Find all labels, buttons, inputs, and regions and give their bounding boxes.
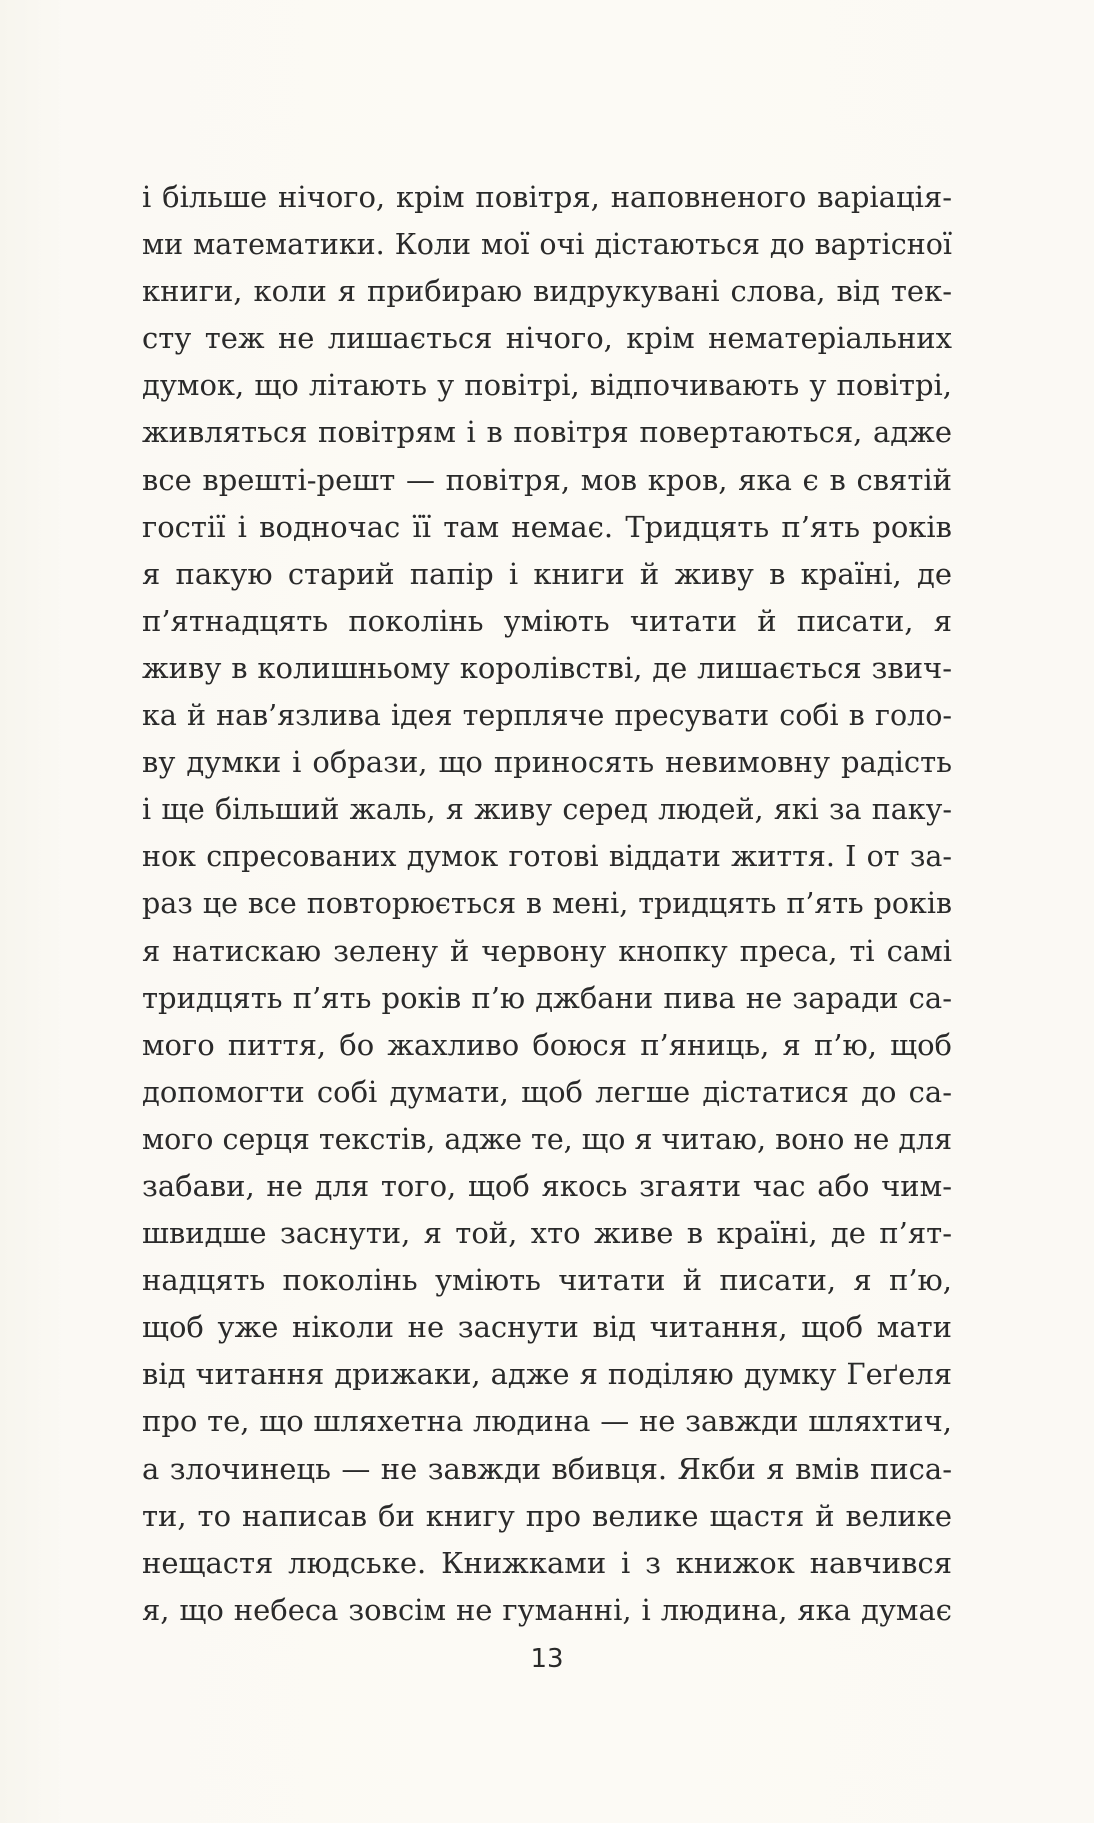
page-number: 13 xyxy=(530,1644,564,1674)
text-line: я натискаю зелену й червону кнопку преса, ті самі xyxy=(142,933,952,968)
text-line: ми математики. Коли мої очі дістаються до вартісної xyxy=(142,228,952,262)
text-line: про те, що шляхетна людина — не завжди шляхтич, xyxy=(142,1404,952,1439)
text-line: мого пиття, бо жахливо боюся п’яниць, я п’ю, щоб xyxy=(142,1027,952,1062)
text-line: гостії і водночас її там немає. Тридцять п’ять років xyxy=(142,509,952,544)
text-line: я, що небеса зовсім не гуманні, і людина, яка думає xyxy=(142,1592,952,1627)
text-line: допомогти собі думати, щоб легше дістатися до са- xyxy=(142,1074,952,1109)
text-line: думок, що літають у повітрі, відпочивають у повітрі, xyxy=(142,368,952,403)
text-line: надцять поколінь уміють читати й писати, я п’ю, xyxy=(142,1263,952,1298)
text-line: від читання дрижаки, адже я поділяю думку Геґеля xyxy=(142,1357,952,1392)
text-line: ву думки і образи, що приносять невимовну радість xyxy=(142,745,952,780)
text-line: і більше нічого, крім повітря, наповненого варіація- xyxy=(142,180,952,214)
text-line: нещастя людське. Книжками і з книжок навчився xyxy=(142,1545,952,1580)
text-line: щоб уже ніколи не заснути від читання, щоб мати xyxy=(142,1310,952,1345)
text-line: нок спресованих думок готові віддати життя. І от за- xyxy=(142,840,952,874)
text-line: і ще більший жаль, я живу серед людей, які за паку- xyxy=(142,793,952,827)
text-line: ка й нав’язлива ідея терпляче пресувати собі в голо- xyxy=(142,699,952,733)
text-line: живляться повітрям і в повітря повертаються, адже xyxy=(142,415,952,450)
text-line: тридцять п’ять років п’ю джбани пива не заради са- xyxy=(142,980,952,1015)
text-line: мого серця текстів, адже те, що я читаю, воно не для xyxy=(142,1122,952,1156)
text-line: раз це все повторюється в мені, тридцять п’ять років xyxy=(142,887,952,921)
text-line: п’ятнадцять поколінь уміють читати й писати, я xyxy=(142,603,952,638)
text-line: я пакую старий папір і книги й живу в країні, де xyxy=(142,556,952,591)
body-text xyxy=(142,174,952,1634)
text-line: книги, коли я прибираю видрукувані слова, від тек- xyxy=(142,274,952,309)
text-line: сту теж не лишається нічого, крім нематеріальних xyxy=(142,321,952,356)
text-line: а злочинець — не завжди вбивця. Якби я вмів писа- xyxy=(142,1451,952,1486)
text-line: все врешті-решт — повітря, мов кров, яка є в святій xyxy=(142,462,952,497)
text-line: живу в колишньому королівстві, де лишається звич- xyxy=(142,650,952,685)
text-line: забави, не для того, щоб якось згаяти час або чим- xyxy=(142,1168,952,1203)
text-line: швидше заснути, я той, хто живе в країні, де п’ят- xyxy=(142,1216,952,1251)
text-line: ти, то написав би книгу про велике щастя й велике xyxy=(142,1498,952,1533)
